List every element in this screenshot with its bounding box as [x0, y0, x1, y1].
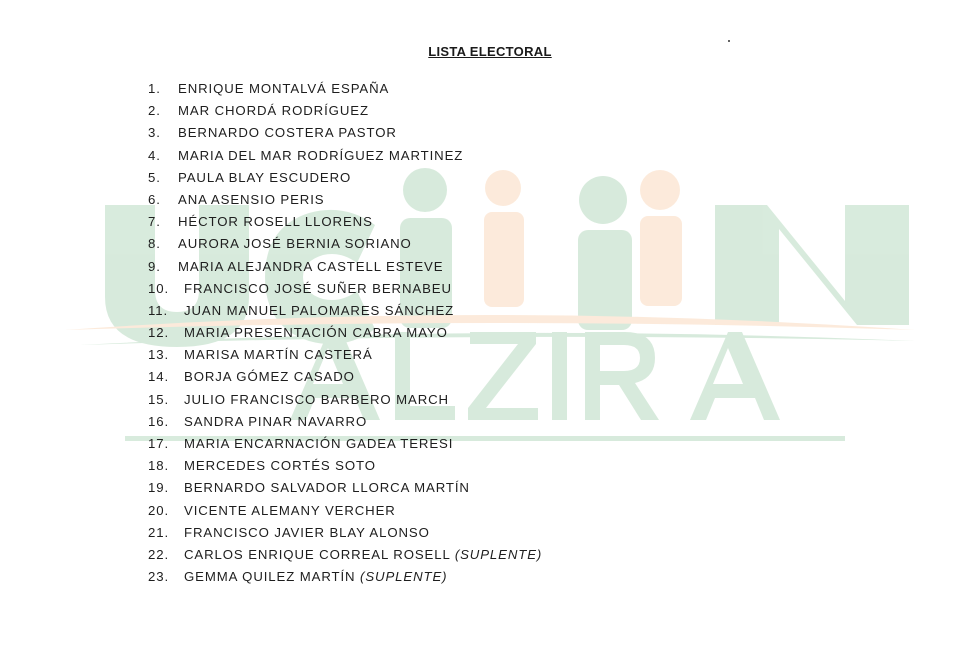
list-item-number: 16. — [148, 413, 170, 429]
list-item-name: BORJA GÓMEZ CASADO — [184, 369, 355, 385]
list-item-number: 21. — [148, 524, 170, 540]
list-item-name: MAR CHORDÁ RODRÍGUEZ — [178, 103, 369, 119]
list-item-name: BERNARDO COSTERA PASTOR — [178, 125, 397, 141]
list-item — [148, 344, 542, 366]
list-item-name: MERCEDES CORTÉS SOTO — [184, 458, 376, 474]
list-item — [148, 167, 542, 189]
list-item-number: 3. — [148, 125, 161, 141]
document-title: LISTA ELECTORAL — [428, 44, 552, 59]
list-item-number: 18. — [148, 458, 170, 474]
list-item-number: 1. — [148, 81, 161, 96]
list-item — [148, 322, 542, 344]
list-item-name: BERNARDO SALVADOR LLORCA MARTÍN — [184, 480, 470, 496]
list-item-note: (SUPLENTE) — [454, 546, 543, 562]
list-item-name: ENRIQUE MONTALVÁ ESPAÑA — [178, 81, 390, 96]
list-item — [148, 300, 542, 322]
list-item-name: HÉCTOR ROSELL LLORENS — [178, 214, 373, 230]
list-item — [148, 366, 542, 388]
list-item-number: 22. — [148, 546, 170, 562]
list-item-name: VICENTE ALEMANY VERCHER — [184, 502, 396, 518]
list-item — [148, 544, 542, 566]
list-item-name: CARLOS ENRIQUE CORREAL ROSELL — [184, 546, 451, 562]
list-item-number: 4. — [148, 147, 161, 163]
list-item-name: SANDRA PINAR NAVARRO — [184, 413, 368, 429]
list-item-number: 9. — [148, 258, 161, 274]
list-item-name: MARIA ALEJANDRA CASTELL ESTEVE — [178, 258, 444, 274]
list-item-name: MARIA DEL MAR RODRÍGUEZ MARTINEZ — [178, 147, 464, 163]
list-item — [148, 278, 542, 300]
list-item-number: 11. — [148, 302, 169, 318]
electoral-list — [148, 78, 542, 588]
list-item-number: 10. — [148, 280, 170, 296]
list-item — [148, 522, 542, 544]
list-item-name: GEMMA QUILEZ MARTÍN — [184, 569, 356, 585]
list-item-number: 23. — [148, 569, 170, 585]
list-item — [148, 566, 542, 588]
list-item-name: JULIO FRANCISCO BARBERO MARCH — [184, 391, 449, 407]
list-item-number: 14. — [148, 369, 170, 385]
list-item — [148, 211, 542, 233]
list-item-number: 15. — [148, 391, 170, 407]
list-item — [148, 256, 542, 278]
list-item-name: AURORA JOSÉ BERNIA SORIANO — [178, 236, 412, 252]
list-item — [148, 455, 542, 477]
list-item — [148, 233, 542, 255]
list-item-name: ANA ASENSIO PERIS — [178, 191, 325, 207]
list-item — [148, 189, 542, 211]
list-item-name: FRANCISCO JOSÉ SUÑER BERNABEU — [184, 280, 452, 296]
list-item-number: 13. — [148, 347, 170, 363]
list-item-number: 17. — [148, 436, 170, 451]
list-item — [148, 100, 542, 122]
list-item-name: MARIA PRESENTACIÓN CABRA MAYO — [184, 325, 448, 341]
list-item — [148, 411, 542, 433]
list-item-name: PAULA BLAY ESCUDERO — [178, 169, 352, 185]
list-item — [148, 78, 542, 100]
list-item-number: 19. — [148, 480, 170, 496]
list-item-name: MARISA MARTÍN CASTERÁ — [184, 347, 373, 363]
list-item-name: FRANCISCO JAVIER BLAY ALONSO — [184, 524, 430, 540]
list-item-note: (SUPLENTE) — [360, 569, 448, 585]
stray-dot-mark — [728, 40, 730, 42]
list-item-number: 6. — [148, 191, 161, 207]
list-item — [148, 477, 542, 499]
list-item-number: 8. — [148, 236, 161, 252]
list-item — [148, 145, 542, 167]
list-item — [148, 500, 542, 522]
list-item-number: 2. — [148, 103, 161, 119]
list-item-number: 5. — [148, 169, 161, 185]
list-item — [148, 389, 542, 411]
list-item — [148, 433, 542, 455]
list-item-number: 7. — [148, 214, 161, 230]
list-item-number: 12. — [148, 325, 170, 341]
list-item — [148, 122, 542, 144]
list-item-number: 20. — [148, 502, 170, 518]
list-item-name: JUAN MANUEL PALOMARES SÁNCHEZ — [184, 302, 455, 318]
list-item-name: MARIA ENCARNACIÓN GADEA TERESI — [184, 436, 454, 451]
